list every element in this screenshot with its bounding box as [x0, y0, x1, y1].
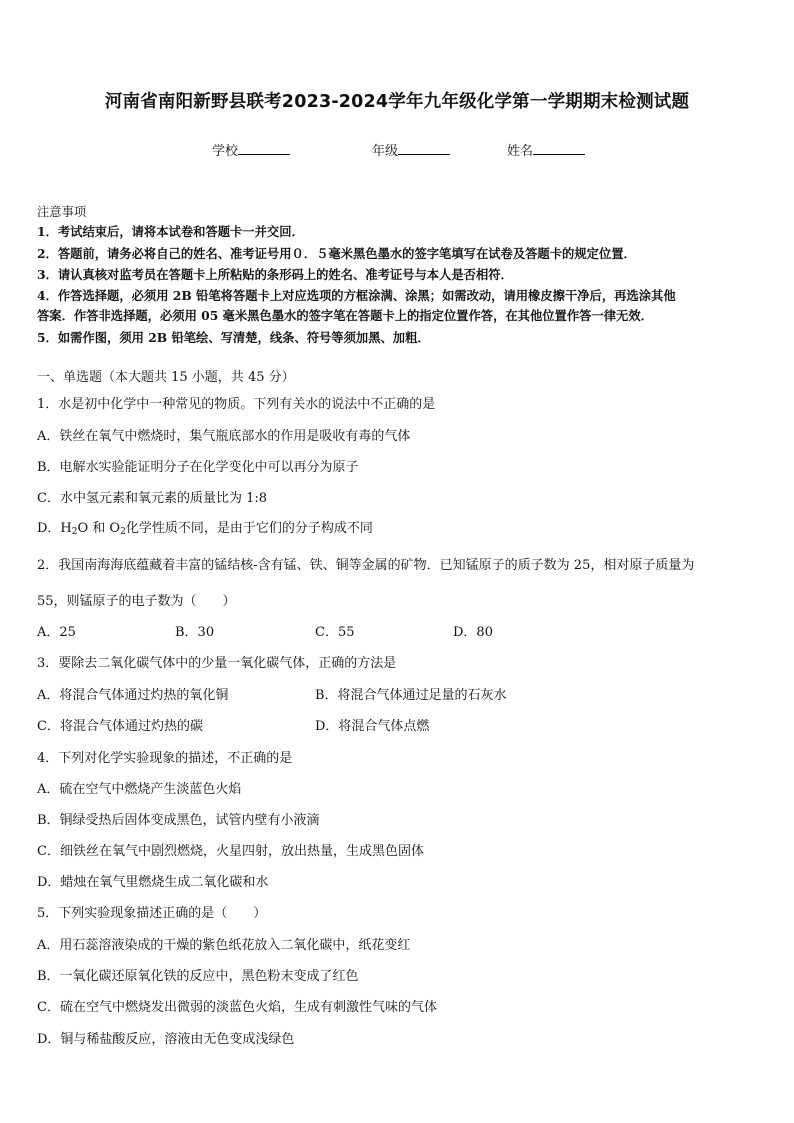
q1-d-middle: O 和 O [77, 521, 121, 536]
question-4-stem: 4．下列对化学实验现象的描述，不正确的是 [37, 751, 293, 766]
question-2-stem: 2．我国南海海底蕴藏着丰富的锰结核-含有锰、铁、铜等金属的矿物．已知锰原子的质子数为 25，相对原子质量为 [37, 558, 695, 573]
question-1-option-d [37, 520, 373, 538]
question-5-option-b: B．一氧化碳还原氧化铁的反应中，黑色粉末变成了红色 [37, 969, 359, 984]
question-5-option-a: A．用石蕊溶液染成的干燥的紫色纸花放入二氧化碳中，纸花变红 [37, 938, 411, 953]
question-2-stem-cont: 55，则锰原子的电子数为（ ） [37, 594, 236, 609]
question-2-option-b: B．30 [175, 625, 215, 640]
exam-title: 河南省南阳新野县联考2023-2024学年九年级化学第一学期期末检测试题 [104, 92, 690, 112]
grade-blank[interactable] [398, 142, 450, 155]
notice-item: 3．请认真核对监考员在答题卡上所粘贴的条形码上的姓名、准考证号与本人是否相符． [37, 267, 513, 282]
question-5-option-c: C．硫在空气中燃烧发出微弱的淡蓝色火焰，生成有刺激性气味的气体 [37, 1000, 437, 1015]
notice-item: 4．作答选择题，必须用 2B 铅笔将答题卡上对应选项的方框涂满、涂黑；如需改动，请用橡皮擦干净后，再选涂其他 [37, 288, 676, 303]
question-1-option-b: B．电解水实验能证明分子在化学变化中可以再分为原子 [37, 460, 359, 475]
q1-d-subscript: 2 [71, 527, 78, 537]
notice-item: 5．如需作图，须用 2B 铅笔绘、写清楚，线条、符号等须加黑、加粗． [37, 330, 430, 345]
question-4-option-a: A．硫在空气中燃烧产生淡蓝色火焰 [37, 782, 242, 797]
notice-item: 1．考试结束后，请将本试卷和答题卡一并交回． [37, 224, 304, 239]
name-field [507, 140, 585, 159]
question-4-option-c: C．细铁丝在氧气中剧烈燃烧，火星四射，放出热量，生成黑色固体 [37, 844, 424, 859]
question-1-option-c: C．水中氢元素和氧元素的质量比为 1:8 [37, 491, 268, 506]
notice-item: 答案．作答非选择题，必须用 05 毫米黑色墨水的签字笔在答题卡上的指定位置作答，在其他位置作答一律无效． [37, 308, 653, 323]
q1-d-subscript: 2 [120, 527, 126, 537]
question-5-option-d: D．铜与稀盐酸反应，溶液由无色变成浅绿色 [37, 1032, 295, 1047]
notice-heading: 注意事项 [37, 205, 87, 219]
school-field [212, 140, 290, 159]
name-blank[interactable] [533, 142, 585, 155]
name-label: 姓名 [507, 144, 534, 159]
question-2-option-c: C．55 [315, 625, 355, 640]
question-5-stem: 5．下列实验现象描述正确的是（ ） [37, 906, 267, 921]
school-blank[interactable] [238, 142, 290, 155]
grade-field [372, 140, 450, 159]
question-2-option-a: A．25 [37, 625, 76, 640]
notice-item: 2．答题前，请务必将自己的姓名、准考证号用０．５毫米黑色墨水的签字笔填写在试卷及答题卡的规定位置． [37, 246, 636, 261]
question-4-option-b: B．铜绿受热后固体变成黑色，试管内壁有小液滴 [37, 813, 320, 828]
question-3-option-d: D．将混合气体点燃 [315, 719, 430, 734]
question-3-option-b: B．将混合气体通过足量的石灰水 [315, 688, 507, 703]
grade-label: 年级 [372, 144, 399, 159]
section-heading: 一、单选题（本大题共 15 小题，共 45 分） [37, 370, 295, 385]
question-3-option-a: A．将混合气体通过灼热的氧化铜 [37, 688, 229, 703]
q1-d-prefix: D．H [37, 521, 72, 536]
question-4-option-d: D．蜡烛在氧气里燃烧生成二氧化碳和水 [37, 875, 269, 890]
question-2-option-d: D．80 [453, 625, 493, 640]
question-3-stem: 3．要除去二氧化碳气体中的少量一氧化碳气体，正确的方法是 [37, 656, 397, 671]
question-3-option-c: C．将混合气体通过灼热的碳 [37, 719, 203, 734]
q1-d-suffix: 化学性质不同，是由于它们的分子构成不同 [125, 521, 373, 536]
question-1-stem: 1．水是初中化学中一种常见的物质。下列有关水的说法中不正确的是 [37, 397, 436, 412]
question-1-option-a: A．铁丝在氧气中燃烧时，集气瓶底部水的作用是吸收有毒的气体 [37, 429, 411, 444]
school-label: 学校 [212, 144, 239, 159]
